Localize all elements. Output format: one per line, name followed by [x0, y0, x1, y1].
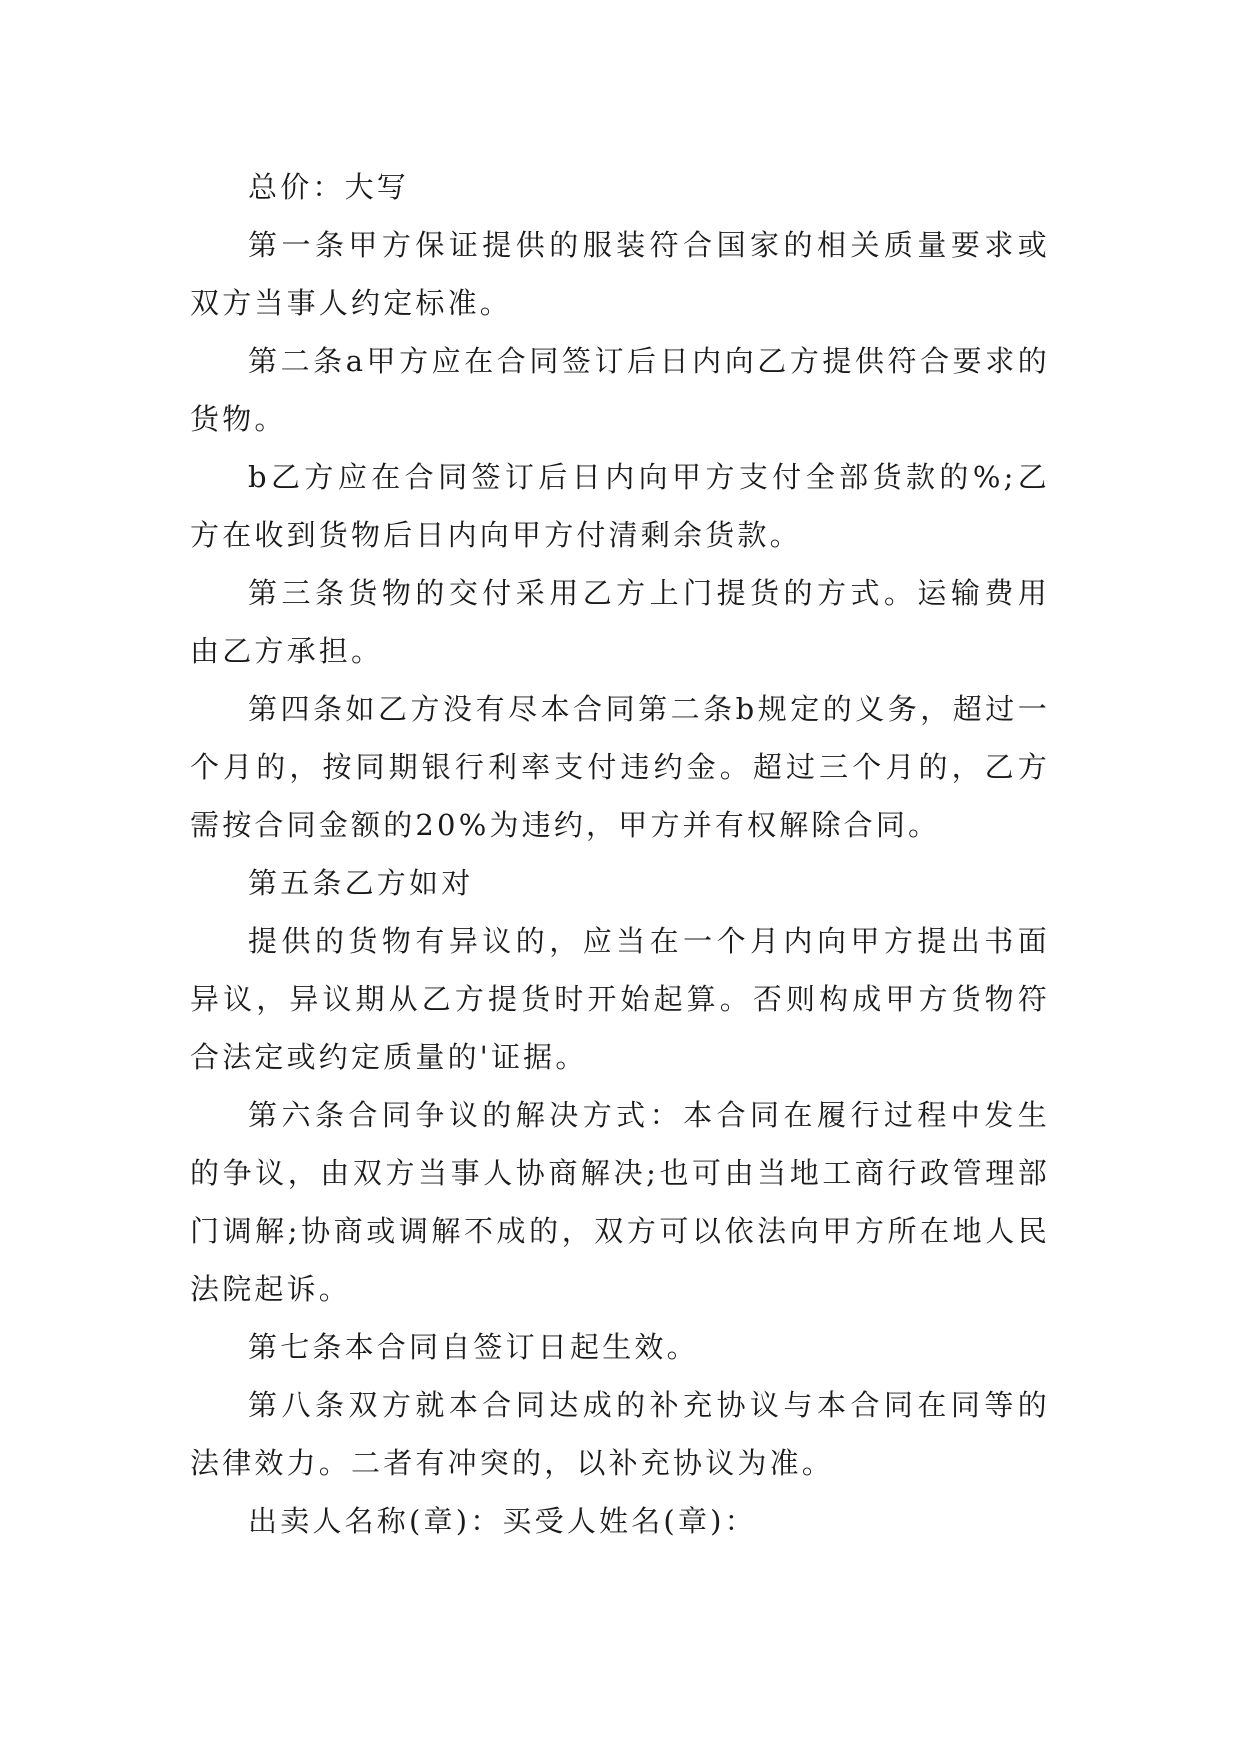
article-2b: b乙方应在合同签订后日内向甲方支付全部货款的%;乙方在收到货物后日内向甲方付清剩余货款。 [190, 460, 1050, 552]
article-5: 第五条乙方如对 [248, 866, 474, 900]
total-price-line: 总价：大写 [248, 170, 410, 204]
article-2a: 第二条a甲方应在合同签订后日内向乙方提供符合要求的货物。 [190, 344, 1050, 436]
article-4: 第四条如乙方没有尽本合同第二条b规定的义务，超过一个月的，按同期银行利率支付违约金。超过三个月的，乙方需按合同金额的20%为违约，甲方并有权解除合同。 [190, 692, 1050, 842]
article-6: 第六条合同争议的解决方式：本合同在履行过程中发生的争议，由双方当事人协商解决;也可由当地工商行政管理部门调解;协商或调解不成的，双方可以依法向甲方所在地人民法院起诉。 [190, 1098, 1050, 1306]
article-8: 第八条双方就本合同达成的补充协议与本合同在同等的法律效力。二者有冲突的，以补充协议为准。 [190, 1388, 1050, 1480]
article-5-continued: 提供的货物有异议的，应当在一个月内向甲方提出书面异议，异议期从乙方提货时开始起算。否则构成甲方货物符合法定或约定质量的'证据。 [190, 924, 1050, 1074]
article-3: 第三条货物的交付采用乙方上门提货的方式。运输费用由乙方承担。 [190, 576, 1050, 668]
article-7: 第七条本合同自签订日起生效。 [248, 1330, 699, 1364]
signature-line: 出卖人名称(章)：买受人姓名(章)： [248, 1504, 757, 1538]
article-1: 第一条甲方保证提供的服装符合国家的相关质量要求或双方当事人约定标准。 [190, 228, 1050, 320]
contract-body [190, 158, 1050, 1550]
